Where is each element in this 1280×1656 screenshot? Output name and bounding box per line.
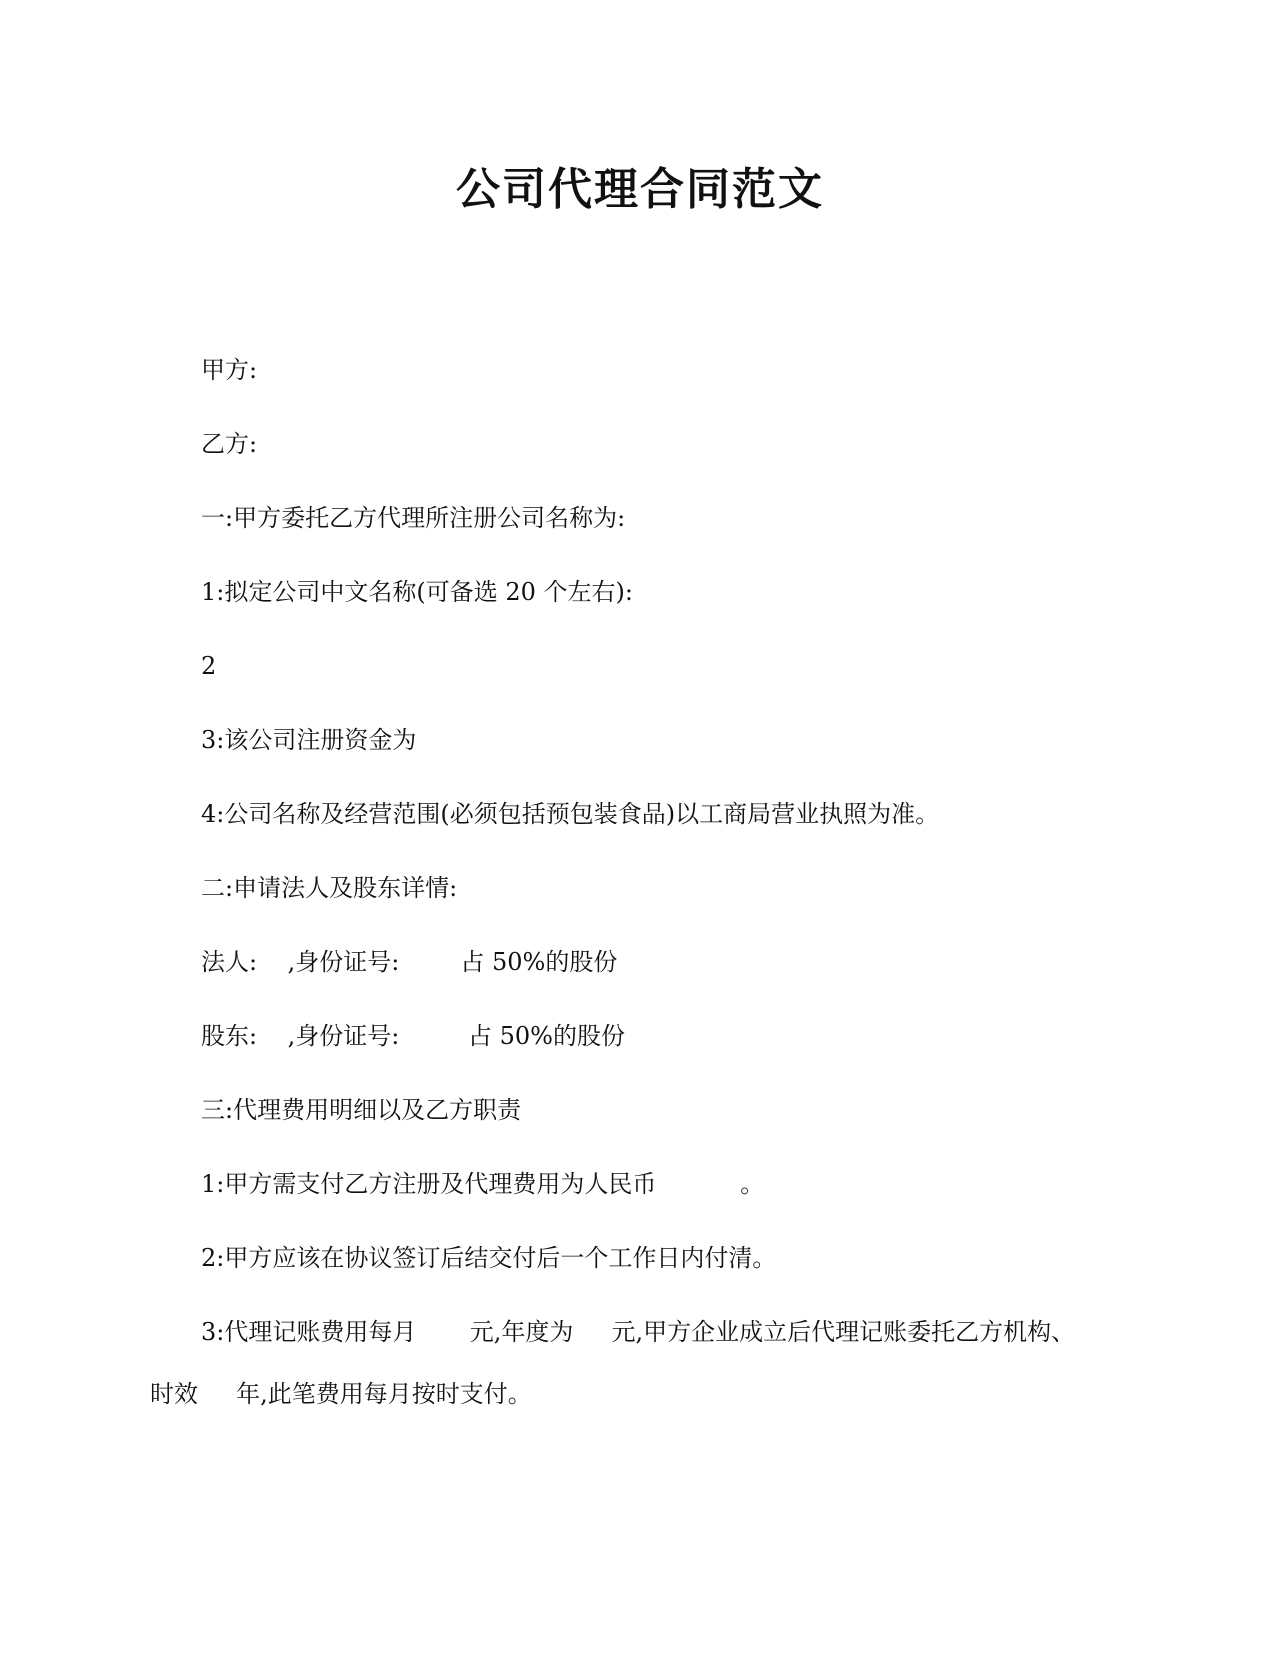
shareholder-line: 股东: ,身份证号: 占 50%的股份 (201, 1022, 625, 1050)
section-1-item-1: 1:拟定公司中文名称(可备选 20 个左右): (201, 578, 633, 606)
section-1-heading: 一:甲方委托乙方代理所注册公司名称为: (201, 504, 626, 532)
party-b-line: 乙方: (201, 430, 258, 458)
section-3-item-3-continuation: 时效 年,此笔费用每月按时支付。 (150, 1380, 532, 1408)
party-a-line: 甲方: (201, 356, 258, 384)
section-2-heading: 二:申请法人及股东详情: (201, 874, 458, 902)
section-1-item-3: 3:该公司注册资金为 (201, 726, 417, 754)
section-1-item-4: 4:公司名称及经营范围(必须包括预包装食品)以工商局营业执照为准。 (201, 800, 940, 828)
section-3-item-2: 2:甲方应该在协议签订后结交付后一个工作日内付清。 (201, 1244, 777, 1272)
section-1-item-2: 2 (201, 652, 217, 680)
section-3-item-1: 1:甲方需支付乙方注册及代理费用为人民币 。 (201, 1170, 765, 1198)
legal-person-line: 法人: ,身份证号: 占 50%的股份 (201, 948, 618, 976)
section-3-heading: 三:代理费用明细以及乙方职责 (201, 1096, 522, 1124)
section-3-item-3: 3:代理记账费用每月 元,年度为 元,甲方企业成立后代理记账委托乙方机构、 (201, 1318, 1076, 1346)
document-title: 公司代理合同范文 (456, 164, 824, 215)
